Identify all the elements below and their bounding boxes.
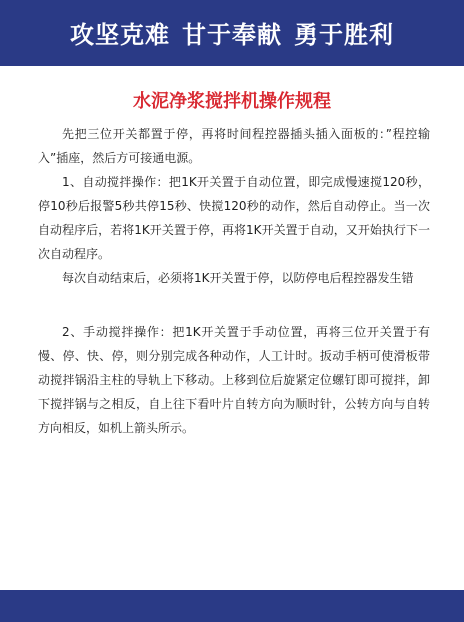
document-title: 水泥净浆搅拌机操作规程 <box>133 91 331 112</box>
document-body <box>38 122 430 440</box>
paragraph-manual-mode: 2、手动搅拌操作：把1K开关置于手动位置，再将三位开关置于有慢、停、快、停，则分别完成各种动作，人工计时。扳动手柄可使滑板带动搅拌锅沿主柱的导轨上下移动。上移到位后旋紧定位螺钉即可搅拌，卸下搅拌锅与之相反，自上往下看叶片自转方向为顺时针，公转方向与自转方向相反，如机上箭头所示。 <box>38 325 430 435</box>
paragraph-intro: 先把三位开关都置于停，再将时间程控器插头插入面板的：”程控输入”插座，然后方可接通电源。 <box>38 127 430 165</box>
slogan-part-1: 攻坚克难 <box>70 21 170 49</box>
footer-band <box>0 590 464 622</box>
slogan-part-2: 甘于奉献 <box>182 21 282 49</box>
paragraph-auto-note: 每次自动结束后，必须将1K开关置于停，以防停电后程控器发生错 <box>62 271 414 285</box>
slogan <box>0 20 464 50</box>
paragraph-auto-mode: 1、自动搅拌操作：把1K开关置于自动位置，即完成慢速搅120秒，停10秒后报警5秒共停15秒、快搅120秒的动作，然后自动停止。当一次自动程序后，若将1K开关置于停，再将1K开关置于自动，又开始执行下一次自动程序。 <box>38 175 430 261</box>
header-banner <box>0 0 464 66</box>
slogan-part-3: 勇于胜利 <box>294 21 394 49</box>
